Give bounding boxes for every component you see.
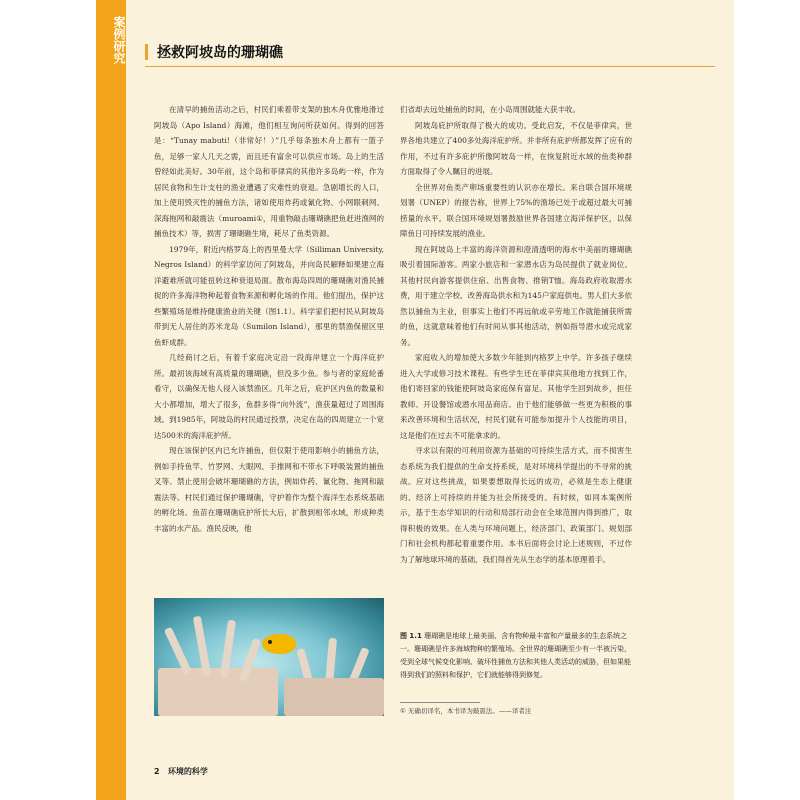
paragraph: 寻求以有限的可利用资源为基础的可持续生活方式，而不损害生态系统为我们提供的生命支持系统，是对环境科学提出的不寻常的挑战。应对这些挑战，如果要想取得长远的成功，必须是生态上健康的、经济上可持续的并能为社会所接受的。有时候，如同本案例所示，基于生态学知识的行动和局部行动会在全球范围内得到推广，取得积极的效果。在人类与环境问题上，经济部门、政策部门、规划部门和社会机构都起着重要作用。本书后面将会讨论上述规则，不过作为了解地球环境的基础，我们得首先从生态学的基本原理着手。 bbox=[400, 446, 632, 564]
paragraph: 现在该保护区内已允许捕鱼，但仅限于使用影响小的捕鱼方法，例如手持鱼竿、竹罗网、大眼网、手推网和不带水下呼吸装置的捕鱼叉等。禁止使用会破坏珊瑚礁的方法，例如炸药、氰化物、拖网和敲震法等。村民们通过保护珊瑚礁，守护着作为整个海洋生态系统基础的孵化场。鱼苗在珊瑚礁庇护所长大后，扩散到相邻水域，形成种类丰富的水产品。渔民反映，他 bbox=[154, 446, 384, 533]
title-accent-bar bbox=[145, 44, 148, 60]
article-title: 拯救阿坡岛的珊瑚礁 bbox=[157, 45, 283, 61]
paragraph: 家庭收入的增加使大多数少年能到内格罗上中学。许多孩子继续进入大学或修习技术课程。有些学生还在菲律宾其他地方找到工作，他们寄回家的钱能使阿坡岛家庭保有富足。其他学生回到故乡，担任教师、开设餐馆或潜水用品商店。由于他们能够做一些更为积极的事来改善环境和生活状况，村民们就有可能参加提升个人技能的项目，这是他们在过去不可能拿求的。 bbox=[400, 353, 632, 440]
page-number: 2 bbox=[154, 767, 160, 776]
article-title-box bbox=[145, 38, 715, 67]
page-footer bbox=[154, 766, 208, 777]
footnote: ① 无确切译名，本书译为敲震法。——译者注 bbox=[400, 707, 532, 715]
paragraph: 阿坡岛庇护所取得了极大的成功。受此启发，不仅是菲律宾，世界各地共建立了400多处海洋庇护所。并非所有庇护所都发挥了应有的作用，不过有许多庇护所像阿坡岛一样，在恢复附近水域的鱼类种群方面取得了令人瞩目的进展。 bbox=[400, 120, 632, 176]
caption-label: 图 1.1 bbox=[400, 632, 422, 640]
footnote-rule bbox=[400, 702, 480, 703]
paragraph: 1979年，附近内格罗岛上的西里曼大学（Silliman University, Negros Island）的科学家访问了阿坡岛，并向岛民解释如果建立海洋避难所就可能扭转这种衰退局面。散布海岛四周的珊瑚礁对渔民捕捉的许多海洋物种起着食物来源和孵化场的作用。他们提出，保护这些繁殖场是维持健康渔业的关键（图1.1）。科学家们把村民从阿坡岛带到无人居住的苏米龙岛（Sumilon Island），那里的禁渔保留区里鱼虾成群。 bbox=[154, 244, 384, 347]
paragraph: 在清早的捕鱼活动之后，村民们乘着带支架的独木舟优雅地滑过阿坡岛（Apo Island）海滩，他们相互询问所获如何。得到的回答是：“Tunay mabuti!（非常好！）”几乎每条独木舟上都有一篮子鱼，足够一家人几天之需，而且还有富余可以供应市场。岛上的生活曾经如此美好。30年前，这个岛和菲律宾的其他许多岛屿一样，作为居民食物和生计支柱的渔业遭遇了灾难性的衰退。急剧增长的人口，加上使用毁灭性的捕鱼方法，诸如使用炸药或氰化物、小网眼刺网、深海拖网和敲震法（muroami①，用重物敲击珊瑚礁把鱼赶进渔网的捕鱼技术）等，损害了珊瑚礁生境，耗尽了鱼类资源。 bbox=[154, 105, 384, 238]
paragraph: 全世界对鱼类产卵场重要性的认识亦在增长。来自联合国环境规划署（UNEP）的报告称，世界上75%的渔场已处于或超过最大可捕捞量的水平。联合国环境规划署鼓励世界各国建立海洋保护区，以保障鱼日可持续发展的渔业。 bbox=[400, 182, 632, 238]
paragraph: 们省却去远处捕鱼的时间，在小岛周围就能大获丰收。 bbox=[400, 105, 580, 114]
caption-text: 珊瑚礁是地球上最美丽、含有物种最丰富和产量最多的生态系统之一。珊瑚礁是许多海域物种的繁殖场。全世界的珊瑚礁至少有一半被污染，受到全球气候变化影响、破坏性捕鱼方法和其他人类活动的威胁，但如果能得到我们的照料和保护，它们就能够得到修复。 bbox=[400, 632, 631, 679]
sidebar-label: 案例研究 bbox=[112, 16, 126, 64]
yellow-fish bbox=[262, 634, 296, 654]
section-sidebar bbox=[96, 0, 126, 800]
book-title: 环境的科学 bbox=[167, 767, 208, 776]
figure-caption bbox=[400, 630, 632, 682]
coral-reef-photo bbox=[154, 598, 384, 716]
paragraph: 几经商讨之后，有着千家庭决定沿一段海岸建立一个海洋庇护所。最初该海域有高质量的珊瑚礁，但没多少鱼。参与者的家庭轮番看守，以确保无他人侵入该禁渔区。几年之后，庇护区内鱼的数量和大小都增加，增大了很多，鱼群多得“向外流”，渔获量超过了周围海域。到1985年，阿坡岛的村民通过投票，决定在岛的四周建立一个宽达500米的海洋庇护所。 bbox=[154, 353, 384, 440]
paragraph: 现在阿坡岛上丰富的海洋资源和澄清透明的海水中美丽的珊瑚礁吸引着国际游客。两家小旅店和一家潜水店为岛民提供了就业岗位。其他村民向游客提供住宿、出售食物、推销T恤。海岛政府收取潜水费，用于建立学校、改善海岛供水和为145户家庭供电。男人们大多依然以捕鱼为主业，但事实上他们不再远航或辛劳地工作就能捕获所需的鱼，这就意味着他们有时间从事其他活动，例如指导潜水或完成家务。 bbox=[400, 244, 632, 347]
left-column bbox=[154, 102, 384, 536]
right-column bbox=[400, 102, 632, 567]
